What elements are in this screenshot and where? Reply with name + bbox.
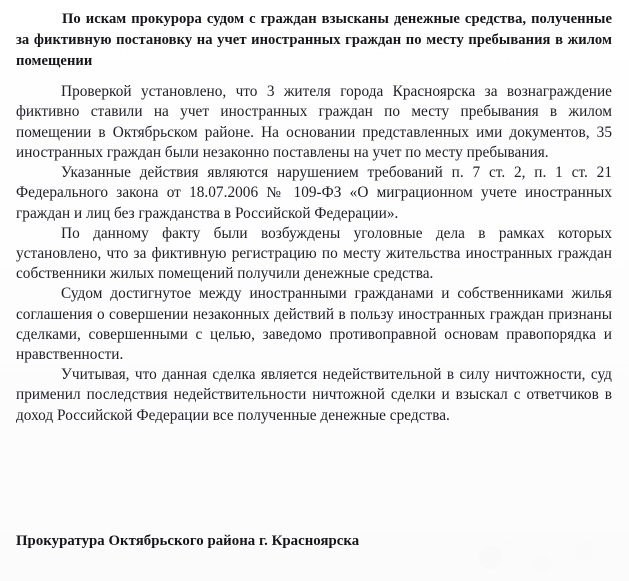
paragraph-4: Судом достигнутое между иностранными гражданами и собственниками жилья соглашения о совершении незаконных действий в пользу иностранных граждан признаны сделками, совершенными с целью, заведомо противоправной основам правопорядка и нравственности. xyxy=(16,285,612,363)
paragraph-1: Проверкой установлено, что 3 жителя города Красноярска за вознаграждение фиктивно ставили на учет иностранных граждан по месту пребывания в жилом помещении в Октябрьском районе. На основании представленных ими документов, 35 иностранных граждан были незаконно поставлены на учет по месту пребывания. xyxy=(16,83,612,161)
paragraph-2: Указанные действия являются нарушением требований п. 7 ст. 2, п. 1 ст. 21 Федерального закона от 18.07.2006 № 109-ФЗ «О миграционном учете иностранных граждан и лиц без гражданства в Российской Федерации». xyxy=(16,164,612,222)
document-footer-signature: Прокуратура Октябрьского района г. Красноярска xyxy=(16,533,360,549)
paragraph-5: Учитывая, что данная сделка является недействительной в силу ничтожности, суд применил последствия недействительности ничтожной сделки и взыскал с ответчиков в доход Российской Федерации все полученные денежные средства. xyxy=(16,366,612,424)
paragraph-3: По данному факту были возбуждены уголовные дела в рамках которых установлено, что за фиктивную регистрацию по месту жительства иностранных граждан собственники жилых помещений получили денежные средства. xyxy=(16,224,612,283)
document-heading: По искам прокурора судом с граждан взысканы денежные средства, полученные за фиктивную постановку на учет иностранных граждан по месту пребывания в жилом помещении xyxy=(16,11,612,70)
document-text-block xyxy=(16,9,612,426)
